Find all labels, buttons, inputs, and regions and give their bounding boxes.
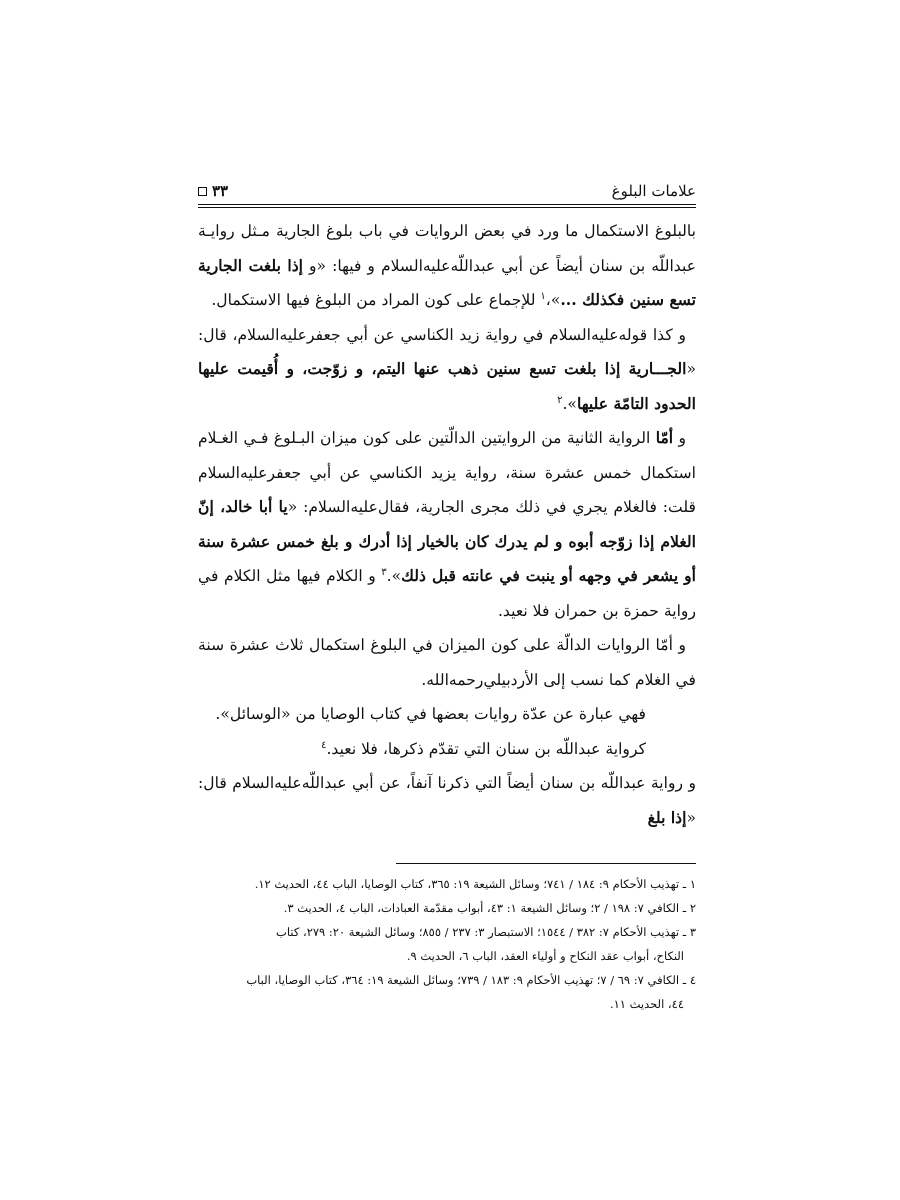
footnote-text: ٢ ـ الكافي ٧: ١٩٨ / ٢؛ وسائل الشيعة ١: ٤٣، أبواب مقدّمة العبادات، الباب ٤، الحديث ٣. xyxy=(283,901,696,915)
chapter-title: علامات البلوغ xyxy=(611,182,696,200)
text-run: ». xyxy=(562,394,577,413)
text-run: بالبلوغ الاستكمال ما ورد في بعض الروايات في باب بلوغ الجارية مـثل روايـة عبداللّه بن سنان أيضاً عن أبي عبداللّه‌عليه‌السلام و فيها: «و xyxy=(198,222,696,275)
text-run: »، xyxy=(545,291,561,309)
footnote-1 xyxy=(198,872,696,896)
running-header xyxy=(198,168,696,204)
footnotes xyxy=(198,872,696,1016)
text-run: و رواية عبداللّه بن سنان أيضاً التي ذكرنا آنفاً، عن أبي عبداللّه‌عليه‌السلام قال: « xyxy=(198,774,696,827)
page-number xyxy=(198,182,228,200)
main-text xyxy=(198,214,696,835)
text-run: كرواية عبداللّه بن سنان التي تقدّم ذكرها، فلا نعيد. xyxy=(326,739,646,758)
text-run: ». xyxy=(386,567,402,585)
square-icon xyxy=(198,187,207,196)
text-run: و كذا قوله‌عليه‌السلام في رواية زيد الكناسي عن أبي جعفرعليه‌السلام، قال: « xyxy=(198,325,696,378)
quoted-hadith: يا أبا خالد، إنّ الغلام إذا زوّجه أبوه و لم يدرك كان بالخيار إذا أدرك و بلغ خمس عشرة سنة أو يشعر في وجهه أو ينبت في عانته قبل ذلك xyxy=(198,497,696,585)
footnote-text: ٤ ـ الكافي ٧: ٦٩ / ٧؛ تهذيب الأحكام ٩: ١٨٣ / ٧٣٩؛ وسائل الشيعة ١٩: ٣٦٤، كتاب الوصايا، الباب xyxy=(246,973,696,987)
paragraph-4: و أمّا الروايات الدالّة على كون الميزان في البلوغ استكمال ثلاث عشرة سنة في الغلام كما نسب إلى الأردبيلي‌رحمه‌الله. xyxy=(198,636,696,689)
footnote-3 xyxy=(198,920,696,968)
paragraph-2 xyxy=(198,318,696,422)
quoted-hadith: إذا بلغت الجارية تسع سنين فكذلك ... xyxy=(198,255,696,309)
text-run: و xyxy=(673,429,686,447)
footnote-text: ١ ـ تهذيب الأحكام ٩: ١٨٤ / ٧٤١؛ وسائل الشيعة ١٩: ٣٦٥، كتاب الوصايا، الباب ٤٤، الحديث ١٢. xyxy=(254,877,696,891)
paragraph-7 xyxy=(198,766,696,835)
paragraph-5: فهي عبارة عن عدّة روايات بعضها في كتاب الوصايا من «الوسائل». xyxy=(215,705,646,723)
footnote-text-continued: النكاح، أبواب عقد النكاح و أولياء العقد، الباب ٦، الحديث ٩. xyxy=(406,949,684,963)
footnote-ref-2[interactable]: ٢ xyxy=(557,394,563,406)
text-run: الرواية الثانية من الروايتين الدالّتين على كون ميزان البـلوغ فـي الغـلام استكمال خمس عشرة سنة، رواية يزيد الكناسي عن أبي جعفرعليه‌السلام قلت: فالغلام يجري في ذلك مجرى الجارية، فقال‌عليه‌السلام: « xyxy=(198,429,696,516)
footnote-2 xyxy=(198,896,696,920)
quoted-hadith: الجـــارية إذا بلغت تسع سنين ذهب عنها اليتم، و زوّجت، و أُقيمت عليها الحدود التامّة عليها xyxy=(198,359,696,413)
emphasis-word: أمّا xyxy=(655,428,674,447)
footnote-text: ٣ ـ تهذيب الأحكام ٧: ٣٨٢ / ١٥٤٤؛ الاستبصار ٣: ٢٣٧ / ٨٥٥؛ وسائل الشيعة ٢٠: ٢٧٩، كتاب xyxy=(276,925,696,939)
footnote-ref-4[interactable]: ٤ xyxy=(321,739,327,751)
footnote-4 xyxy=(198,968,696,1016)
text-run: و الكلام فيها مثل الكلام في رواية حمزة بن حمران فلا نعيد. xyxy=(198,567,696,620)
footnote-ref-1[interactable]: ١ xyxy=(540,290,546,302)
paragraph-3 xyxy=(198,421,696,628)
paragraph-6 xyxy=(198,732,696,767)
book-page xyxy=(198,168,696,1016)
text-run: للإجماع على كون المراد من البلوغ فيها الاستكمال. xyxy=(211,291,541,309)
header-double-rule xyxy=(198,204,696,208)
paragraph-1 xyxy=(198,214,696,318)
quoted-hadith: إذا بلغ xyxy=(647,807,687,827)
page-number-text: ٣٣ xyxy=(212,182,229,200)
footnote-ref-3[interactable]: ٣ xyxy=(381,566,387,578)
footnote-separator xyxy=(396,863,696,864)
footnote-text-continued: ٤٤، الحديث ١١. xyxy=(609,997,684,1011)
